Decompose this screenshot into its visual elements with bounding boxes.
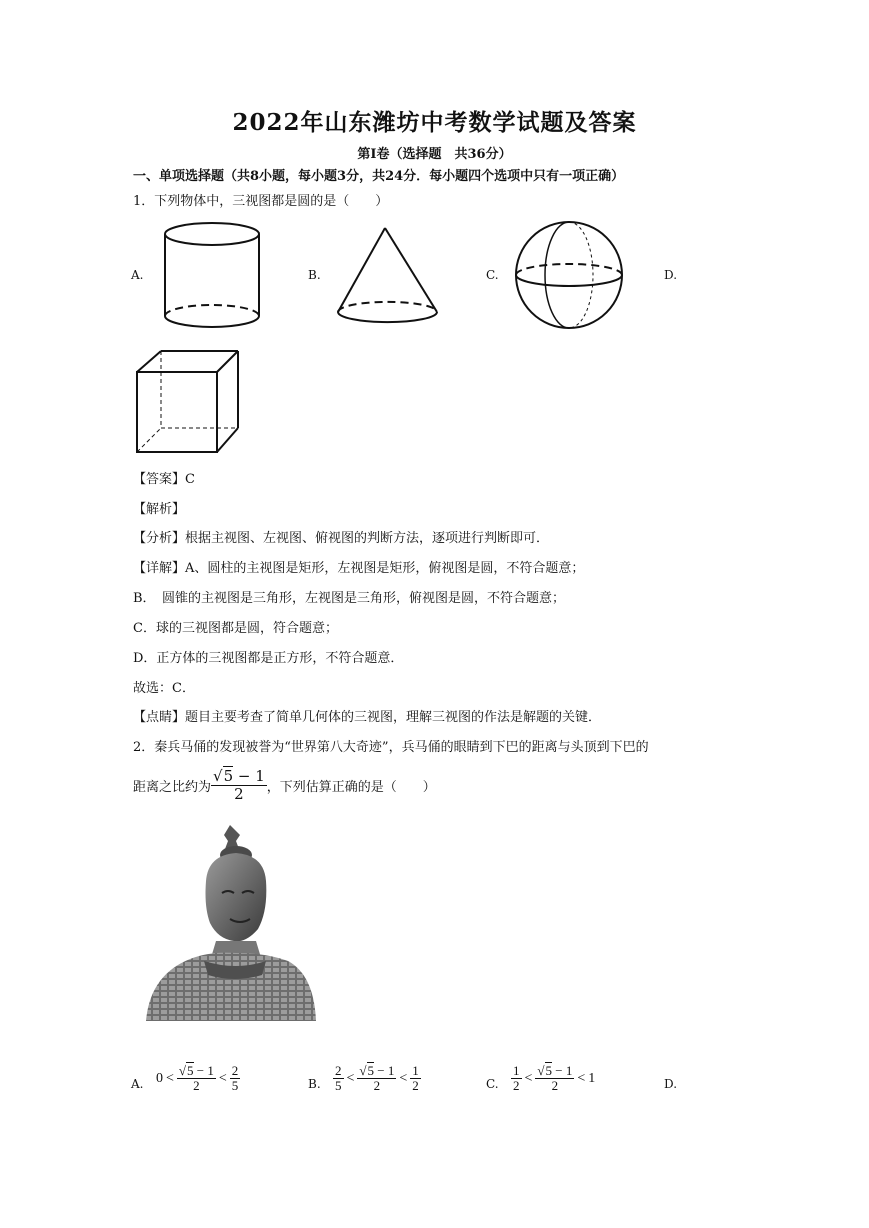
q1-fenxi: 【分析】根据主视图、左视图、俯视图的判断方法，逐项进行判断即可． xyxy=(133,531,550,546)
cube-figure xyxy=(134,348,242,456)
cone-figure xyxy=(333,224,443,328)
q2-option-a-label: A. xyxy=(131,1077,144,1091)
terracotta-warrior-image xyxy=(144,823,316,1021)
q1-choose: 故选：C． xyxy=(133,681,195,696)
q2-option-d-label: D. xyxy=(664,1077,678,1091)
q1-detail-b: B． 圆锥的主视图是三角形，左视图是三角形，俯视图是圆，不符合题意； xyxy=(133,591,566,606)
q2-option-c-label: C. xyxy=(486,1077,499,1091)
page-title: 2022年山东潍坊中考数学试题及答案 xyxy=(232,109,637,136)
q2-stem-line2 xyxy=(133,768,436,802)
sphere-figure xyxy=(512,218,626,332)
q1-detail-a: 【详解】A、圆柱的主视图是矩形，左视图是矩形，俯视图是圆，不符合题意； xyxy=(133,561,585,576)
q1-stem: 1．下列物体中，三视图都是圆的是（ ） xyxy=(133,194,389,209)
q1-answer: 【答案】C xyxy=(133,472,195,487)
q2-option-b-expr: $\frac{2}{5}$ < $\frac{√5 - 1}{2}$ < $\frac{1}{2}$ xyxy=(335,1063,419,1094)
q1-option-a-label: A. xyxy=(131,268,144,282)
q2-ratio-fraction: $\frac{√5 - 1}{2}$ xyxy=(213,767,265,803)
q2-option-b-label: B. xyxy=(308,1077,321,1091)
q1-option-d-label: D. xyxy=(664,268,678,282)
cylinder-figure xyxy=(160,220,264,332)
q2-stem-post: ，下列估算正确的是（ ） xyxy=(266,779,436,795)
q1-analysis-label: 【解析】 xyxy=(133,502,186,517)
q1-comment: 【点睛】题目主要考查了简单几何体的三视图，理解三视图的作法是解题的关键． xyxy=(133,710,602,725)
q1-detail-c: C．球的三视图都是圆，符合题意； xyxy=(133,621,338,636)
section-heading: 一、单项选择题（共8小题，每小题3分，共24分．每小题四个选项中只有一项正确） xyxy=(133,169,625,184)
q2-stem-line1: 2．秦兵马俑的发现被誉为“世界第八大奇迹”，兵马俑的眼睛到下巴的距离与头顶到下巴的 xyxy=(133,740,649,755)
q2-option-a-expr: 0 < $\frac{√5 - 1}{2}$ < $\frac{2}{5}$ xyxy=(156,1063,239,1094)
q1-option-c-label: C. xyxy=(486,268,499,282)
paper-subtitle: 第Ⅰ卷（选择题 共36分） xyxy=(357,147,512,162)
q2-stem-pre: 距离之比约为 xyxy=(133,779,212,795)
q2-option-c-expr: $\frac{1}{2}$ < $\frac{√5 - 1}{2}$ < 1 xyxy=(513,1063,596,1094)
q1-option-b-label: B. xyxy=(308,268,321,282)
q1-detail-d: D．正方体的三视图都是正方形，不符合题意． xyxy=(133,651,404,666)
